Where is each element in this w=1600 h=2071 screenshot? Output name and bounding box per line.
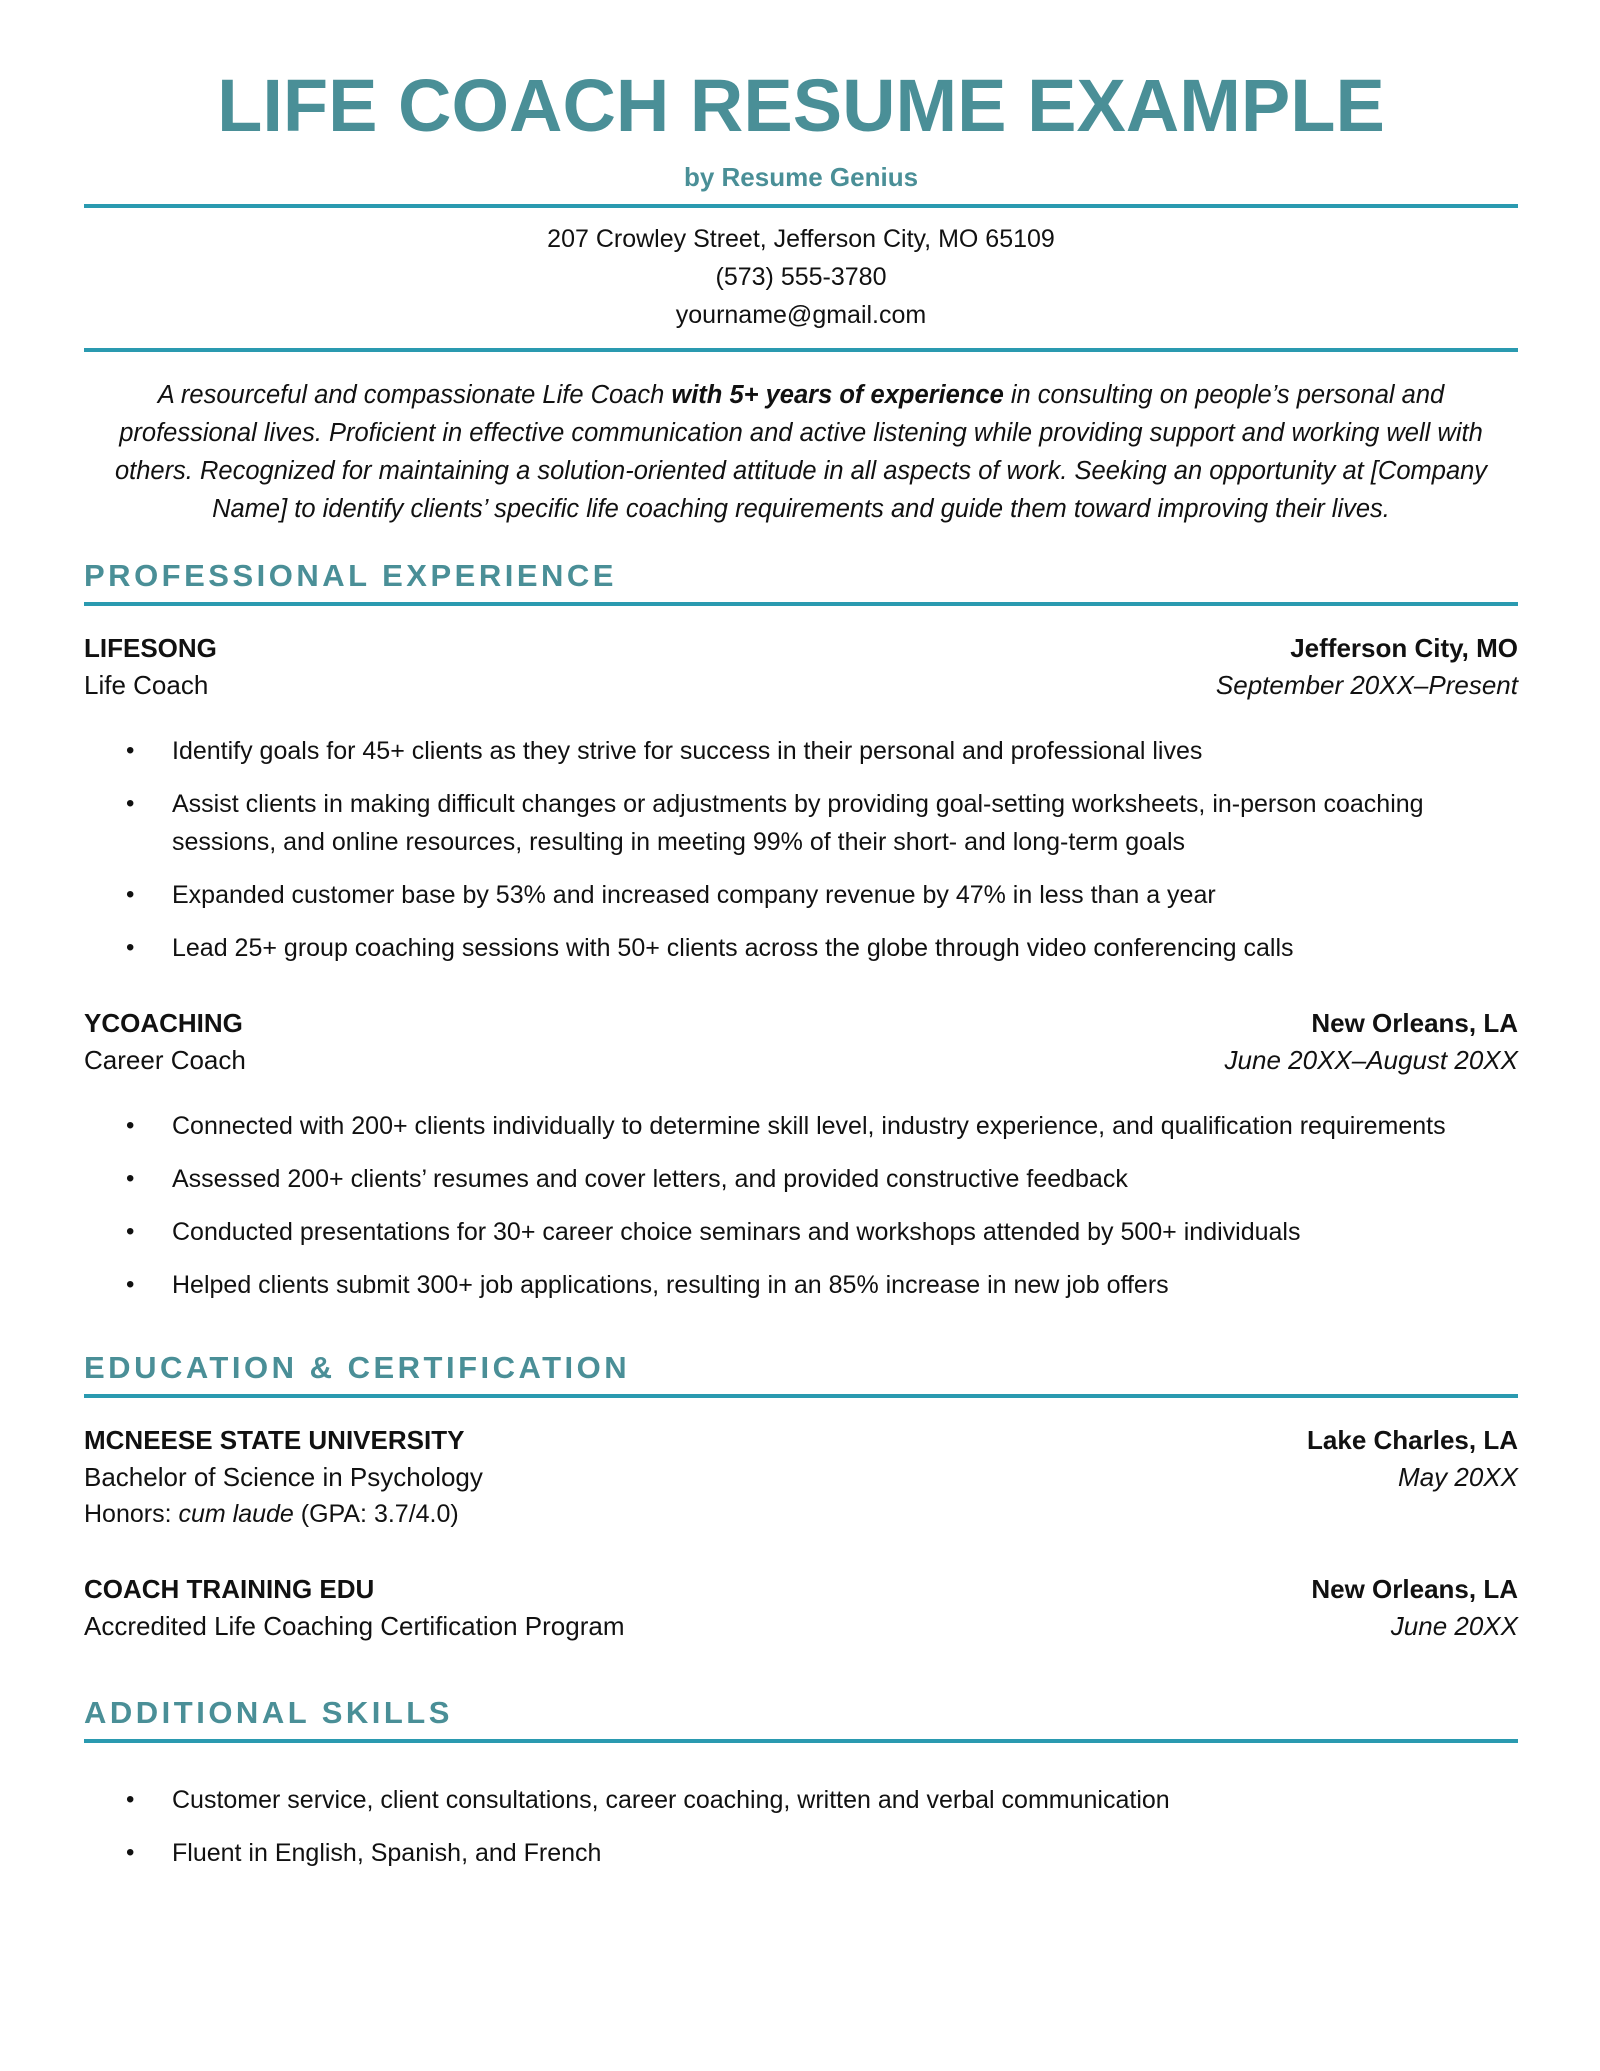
summary-text-bold: with 5+ years of experience [671,381,1004,409]
summary-text-post: in consulting on people’s personal and professional lives. Proficient in effective communication and active listening while providing support and working well with others. Recognized for maintaining a solution-oriented attitude in all aspects of work. Seeking an opportunity at [Company Name] to identify clients’ specific life coaching requirements and guide them toward improving their lives. [114,381,1488,523]
education-entry [84,1422,1518,1533]
bullet-item: • Assessed 200+ clients’ resumes and cover letters, and provided constructive feedback [172,1160,1518,1198]
education-heading: EDUCATION & CERTIFICATION [84,1350,631,1385]
honors-gpa: (GPA: 3.7/4.0) [293,1500,459,1528]
degree-name: Bachelor of Science in Psychology [84,1462,483,1492]
bullet-item: • Lead 25+ group coaching sessions with 50+ clients across the globe through video conferencing calls [172,929,1518,967]
experience-rule [84,602,1518,606]
company-name: YCOACHING [84,1008,243,1038]
experience-section [84,558,1518,1304]
job-location: Jefferson City, MO [1290,633,1518,663]
company-name: LIFESONG [84,633,217,663]
education-header-row [84,1422,1518,1459]
skills-section [84,1695,1518,1872]
summary-text-pre: A resourceful and compassionate Life Coach [157,381,672,409]
contact-block [84,208,1518,348]
certification-subheader-row [84,1608,1518,1645]
contact-email: yourname@gmail.com [675,301,927,329]
bullet-item: • Helped clients submit 300+ job applications, resulting in an 85% increase in new job offers [172,1266,1518,1304]
job-subheader-row [84,667,1518,704]
job-title: Career Coach [84,1045,246,1075]
education-subheader-row [84,1459,1518,1496]
contact-divider [84,348,1518,352]
certification-header-row [84,1571,1518,1608]
contact-phone: (573) 555-3780 [715,263,887,291]
education-section [84,1350,1518,1645]
job-bullet-list [84,1107,1518,1304]
school-location: Lake Charles, LA [1307,1425,1518,1455]
contact-address: 207 Crowley Street, Jefferson City, MO 65109 [547,225,1055,253]
certification-date: June 20XX [1390,1611,1518,1641]
bullet-item: • Conducted presentations for 30+ career choice seminars and workshops attended by 500+ individuals [172,1213,1518,1251]
school-name: MCNEESE STATE UNIVERSITY [84,1425,465,1455]
certification-entry [84,1571,1518,1645]
job-header-row [84,630,1518,667]
page-title: LIFE COACH RESUME EXAMPLE [217,64,1385,147]
skills-heading: ADDITIONAL SKILLS [84,1695,453,1730]
honors-label: Honors: [84,1500,179,1528]
job-entry [84,1005,1518,1304]
graduation-date: May 20XX [1398,1462,1518,1492]
honors-latin: cum laude [178,1500,294,1528]
bullet-item: • Assist clients in making difficult changes or adjustments by providing goal-setting worksheets, in-person coaching sessions, and online resources, resulting in meeting 99% of their short- and long-term goals [172,785,1518,861]
bullet-item: • Connected with 200+ clients individually to determine skill level, industry experience, and qualification requirements [172,1107,1518,1145]
certification-name: Accredited Life Coaching Certification Program [84,1611,625,1641]
bullet-item: • Identify goals for 45+ clients as they strive for success in their personal and professional lives [172,732,1518,770]
bullet-item: • Customer service, client consultations, career coaching, written and verbal communication [172,1781,1518,1819]
certifier-location: New Orleans, LA [1311,1574,1518,1604]
job-subheader-row [84,1042,1518,1079]
job-header-row [84,1005,1518,1042]
certifier-name: COACH TRAINING EDU [84,1574,375,1604]
job-location: New Orleans, LA [1311,1008,1518,1038]
skills-bullet-list [84,1781,1518,1872]
job-title: Life Coach [84,670,209,700]
education-rule [84,1394,1518,1398]
byline: by Resume Genius [683,162,919,192]
job-bullet-list [84,732,1518,967]
bullet-item: • Fluent in English, Spanish, and French [172,1834,1518,1872]
bullet-item: • Expanded customer base by 53% and increased company revenue by 47% in less than a year [172,876,1518,914]
job-dates: September 20XX–Present [1215,670,1518,700]
job-entry [84,630,1518,967]
summary-paragraph [86,376,1516,528]
skills-rule [84,1739,1518,1743]
job-dates: June 20XX–August 20XX [1224,1045,1518,1075]
honors-line [84,1496,1518,1533]
experience-heading: PROFESSIONAL EXPERIENCE [84,558,617,593]
